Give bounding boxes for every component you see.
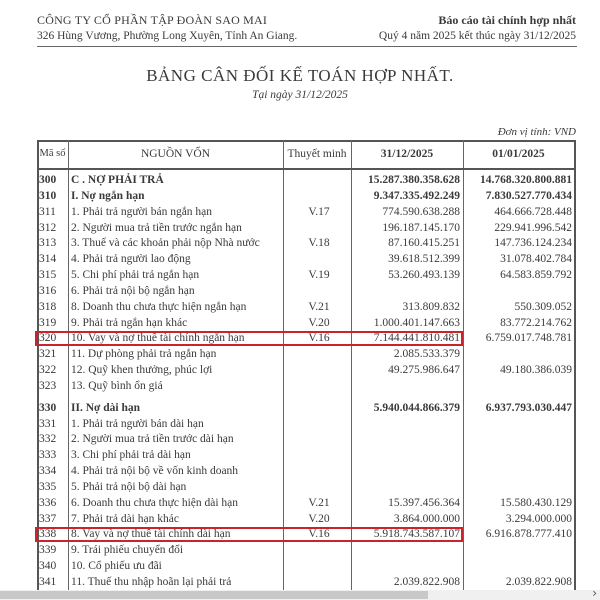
cell-note: V.21 [308,300,330,313]
cell-current: 5.918.743.587.107 [373,528,460,541]
table-row [37,495,576,511]
cell-code: 340 [39,560,57,573]
cell-current: 49.275.986.647 [388,364,460,377]
table-row [37,204,576,220]
cell-current: 2.085.533.379 [393,348,460,361]
cell-code: 335 [39,480,57,493]
cell-code: 310 [39,189,57,202]
cell-name: 5. Chi phí phải trả ngắn hạn [71,269,200,282]
table-row [37,346,576,362]
cell-prior: 31.078.402.784 [500,253,572,266]
cell-current: 3.864.000.000 [393,512,460,525]
header-note: Thuyết minh [287,148,347,160]
table-row [37,235,576,251]
table-row [37,315,576,331]
cell-prior: 15.580.430.129 [500,496,572,509]
cell-current: 15.287.380.358.628 [368,174,460,186]
cell-code: 321 [39,348,57,361]
table-row [37,447,576,463]
cell-code: 323 [39,379,57,392]
cell-code: 319 [39,316,57,329]
header-divider [37,46,577,47]
header-current: 31/12/2025 [380,148,434,160]
table-row [37,299,576,315]
cell-prior: 229.941.996.542 [494,221,572,234]
cell-prior: 6.759.017.748.781 [485,332,572,345]
cell-name: 9. Trái phiếu chuyển đổi [71,544,184,557]
cell-name: 4. Phải trả người lao động [71,253,191,266]
table-row [37,431,576,447]
currency-unit: Đơn vị tính: VND [497,126,576,138]
table-row [37,463,576,479]
cell-code: 341 [39,576,57,588]
cell-prior: 14.768.320.800.881 [480,174,572,186]
cell-name: 6. Phải trả nội bộ ngắn hạn [71,284,195,297]
cell-current: 313.809.832 [402,300,460,313]
table-row [37,362,576,378]
cell-note: V.18 [308,237,330,250]
cell-code: 339 [39,544,57,557]
cell-current: 15.397.456.364 [388,496,460,509]
cell-current: 7.144.441.810.481 [373,332,460,345]
cell-note: V.20 [308,316,330,329]
cell-current: 39.618.512.399 [388,253,460,266]
cell-prior: 550.309.052 [514,300,572,313]
table-row [37,267,576,283]
cell-prior: 3.294.000.000 [505,512,572,525]
cell-name: 10. Vay và nợ thuê tài chính ngắn hạn [71,332,245,345]
header-code: Mã số [39,148,66,159]
cell-name: 3. Thuế và các khoản phải nộp Nhà nước [71,237,260,250]
cell-code: 300 [39,174,57,186]
table-row [37,220,576,236]
cell-prior: 464.666.728.448 [494,205,572,218]
cell-code: 311 [39,205,56,218]
cell-current: 774.590.638.288 [382,205,460,218]
cell-code: 337 [39,512,57,525]
cell-code: 332 [39,433,57,446]
report-type: Báo cáo tài chính hợp nhất [438,13,576,27]
cell-current: 5.940.044.866.379 [373,401,460,414]
cell-name: 4. Phải trả nội bộ về vốn kinh doanh [71,465,239,478]
cell-name: 5. Phải trả nội bộ dài hạn [71,480,187,493]
cell-note: V.19 [308,269,330,282]
cell-code: 315 [39,269,57,282]
cell-prior: 2.039.822.908 [505,576,572,588]
cell-name: 12. Quỹ khen thưởng, phúc lợi [71,364,213,377]
table-row [37,416,576,432]
cell-name: 10. Cổ phiếu ưu đãi [71,560,162,573]
cell-code: 334 [39,465,57,478]
scroll-right-arrow-icon[interactable]: › [592,586,597,600]
cell-name: 1. Phải trả người bán ngắn hạn [71,205,213,218]
cell-name: 9. Phải trả ngắn hạn khác [71,316,188,329]
cell-name: 2. Người mua trả tiền trước dài hạn [71,433,234,446]
cell-prior: 6.916.878.777.410 [485,528,572,541]
cell-name: 8. Doanh thu chưa thực hiện ngắn hạn [71,300,247,313]
table-row [37,558,576,574]
cell-name: 3. Chi phí phải trả dài hạn [71,449,191,462]
cell-prior: 49.180.386.039 [500,364,572,377]
cell-prior: 7.830.527.770.434 [485,189,572,202]
cell-code: 314 [39,253,57,266]
table-row [37,283,576,299]
cell-current: 9.347.335.492.249 [373,189,460,202]
table-header [37,140,576,170]
cell-prior: 147.736.124.234 [494,237,572,250]
table-row [37,188,576,204]
cell-current: 2.039.822.908 [393,576,460,588]
table-row [37,542,576,558]
cell-code: 336 [39,496,57,509]
scrollbar-thumb[interactable] [0,591,428,599]
cell-note: V.17 [308,205,330,218]
cell-prior: 64.583.859.792 [500,269,572,282]
cell-code: 320 [39,332,57,345]
cell-current: 53.260.493.139 [388,269,460,282]
cell-note: V.16 [308,528,330,541]
cell-code: 313 [39,237,57,250]
cell-prior: 83.772.214.762 [500,316,572,329]
highlight-box [35,331,463,346]
cell-prior: 6.937.793.030.447 [485,401,572,414]
document-title: BẢNG CÂN ĐỐI KẾ TOÁN HỢP NHẤT. [146,66,454,85]
header-name: NGUỒN VỐN [140,148,211,160]
highlight-box [35,527,463,542]
table-row [37,378,576,394]
cell-name: II. Nợ dài hạn [71,401,141,414]
table-row [37,251,576,267]
cell-note: V.21 [308,496,330,509]
cell-current: 1.000.401.147.663 [373,316,460,329]
cell-current: 87.160.415.251 [388,237,460,250]
cell-code: 312 [39,221,57,234]
cell-code: 333 [39,449,57,462]
cell-name: 11. Dự phòng phải trả ngắn hạn [71,348,217,361]
company-name: CÔNG TY CỔ PHẦN TẬP ĐOÀN SAO MAI [37,13,268,27]
cell-name: 2. Người mua trả tiền trước ngắn hạn [71,221,242,234]
table-row [37,511,576,527]
cell-name: 13. Quỹ bình ổn giá [71,379,163,392]
report-period: Quý 4 năm 2025 kết thúc ngày 31/12/2025 [378,30,576,42]
table-row [37,574,576,590]
table-row [37,172,576,188]
cell-code: 316 [39,284,57,297]
document-subtitle: Tại ngày 31/12/2025 [252,89,348,101]
cell-code: 322 [39,364,57,377]
header-prior: 01/01/2025 [492,148,545,160]
cell-note: V.20 [308,512,330,525]
cell-note: V.16 [308,332,330,345]
table-row [37,479,576,495]
cell-name: 7. Phải trả dài hạn khác [71,512,179,525]
cell-code: 338 [39,528,57,541]
cell-name: I. Nợ ngắn hạn [71,189,145,202]
cell-name: 11. Thuế thu nhập hoãn lại phải trả [71,576,232,588]
company-address: 326 Hùng Vương, Phường Long Xuyên, Tỉnh An Giang. [37,30,298,42]
cell-name: 8. Vay và nợ thuê tài chính dài hạn [71,528,231,541]
cell-code: 330 [39,401,57,414]
cell-name: 1. Phải trả người bán dài hạn [71,417,204,430]
cell-current: 196.187.145.170 [382,221,460,234]
cell-name: 6. Doanh thu chưa thực hiện dài hạn [71,496,239,509]
cell-code: 331 [39,417,57,430]
cell-name: C . NỢ PHẢI TRẢ [71,174,164,186]
cell-code: 318 [39,300,57,313]
table-row [37,400,576,416]
